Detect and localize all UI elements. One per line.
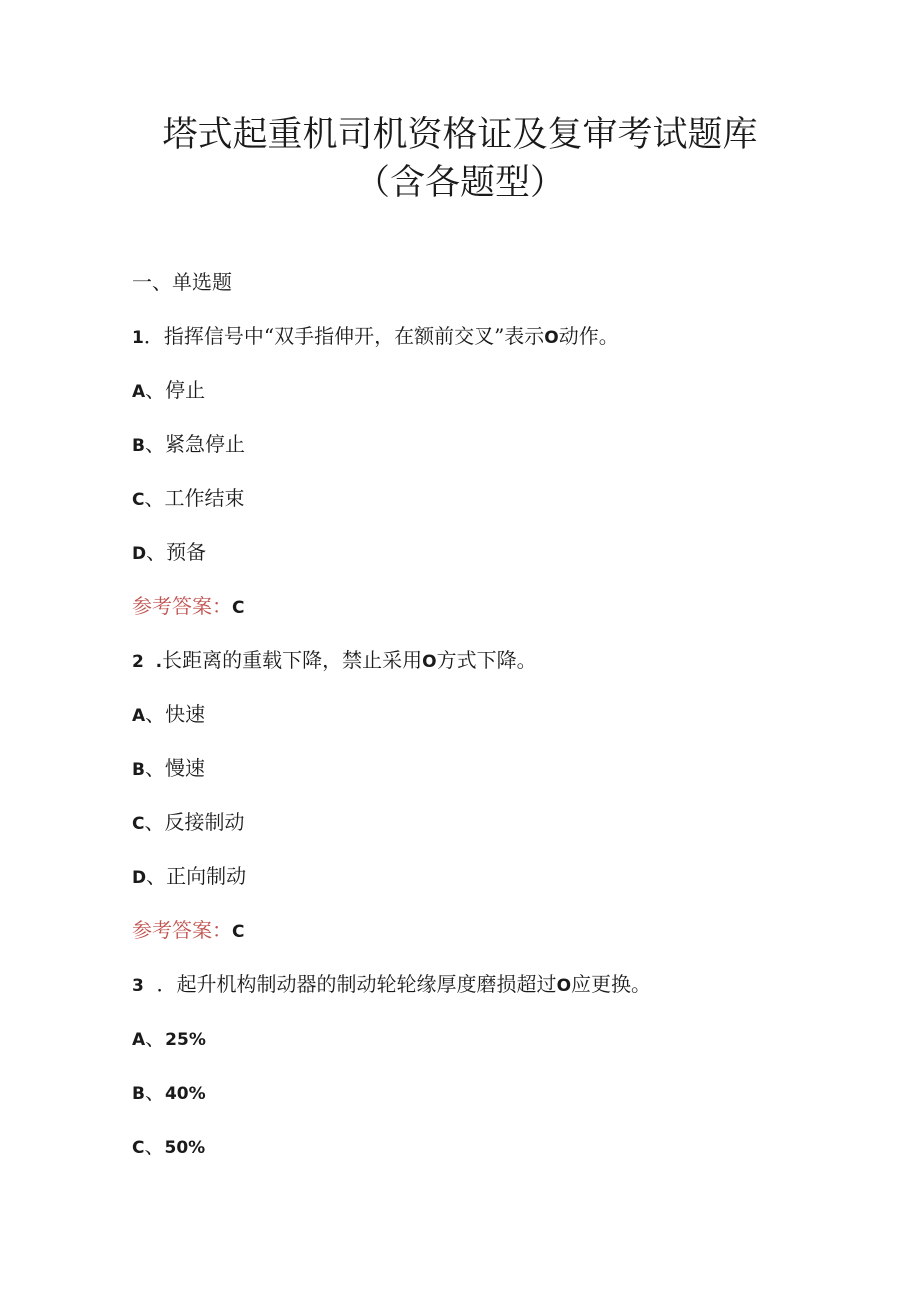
option-sep: 、	[144, 432, 165, 456]
question-3-text-before: 起升机构制动器的制动轮轮缘厚度磨损超过	[176, 972, 557, 996]
option-letter: C	[132, 1138, 145, 1158]
question-2-text-before: 长距离的重载下降，禁止采用	[162, 648, 423, 672]
option-letter: A	[132, 706, 146, 726]
question-1-option-a	[132, 376, 205, 406]
question-2-answer	[132, 916, 244, 946]
option-letter: D	[132, 544, 147, 564]
question-2-option-b	[132, 754, 205, 784]
option-text: 50%	[164, 1138, 206, 1158]
section-heading: 一、单选题	[132, 270, 232, 294]
document-title-line2: （含各题型）	[354, 163, 565, 203]
question-2-option-c	[132, 808, 244, 838]
option-sep: 、	[144, 486, 165, 510]
option-text: 预备	[166, 540, 207, 564]
option-text: 停止	[165, 378, 206, 402]
option-text: 紧急停止	[164, 432, 245, 456]
question-1-blank: O	[544, 328, 559, 348]
question-2-sep: .	[143, 652, 163, 672]
option-sep: 、	[144, 810, 165, 834]
option-letter: C	[132, 490, 145, 510]
option-letter: B	[132, 436, 145, 456]
question-3-stem	[132, 970, 651, 1000]
option-text: 反接制动	[164, 810, 245, 834]
option-text: 25%	[165, 1030, 206, 1050]
question-3-option-c	[132, 1132, 205, 1162]
option-text: 正向制动	[166, 864, 247, 888]
option-letter: A	[132, 1030, 146, 1050]
question-1-option-c	[132, 484, 244, 514]
answer-value: C	[232, 922, 245, 942]
question-2-number: 2	[132, 652, 144, 672]
option-sep: 、	[144, 1134, 165, 1158]
question-1-sep: ．	[143, 324, 164, 348]
question-3-text-after: 应更换。	[571, 972, 652, 996]
question-3-sep: ．	[143, 972, 177, 996]
question-3-option-b	[132, 1078, 206, 1108]
option-sep: 、	[146, 540, 167, 564]
question-3-blank: O	[556, 976, 572, 996]
answer-label: 参考答案：	[132, 594, 232, 618]
question-2-option-a	[132, 700, 205, 730]
option-letter: D	[132, 868, 147, 888]
question-1-text-before: 指挥信号中“双手指伸开，在额前交叉”表示	[163, 324, 545, 348]
option-text: 工作结束	[164, 486, 245, 510]
option-sep: 、	[145, 702, 166, 726]
option-letter: B	[132, 760, 145, 780]
question-2-stem	[132, 646, 537, 676]
question-1-stem	[132, 322, 619, 352]
question-1-number: 1	[132, 328, 144, 348]
option-sep: 、	[144, 1080, 165, 1104]
option-text: 慢速	[164, 756, 205, 780]
answer-label: 参考答案：	[132, 918, 232, 942]
option-sep: 、	[146, 864, 167, 888]
question-1-option-b	[132, 430, 245, 460]
question-3-number: 3	[132, 976, 144, 996]
option-letter: A	[132, 382, 146, 402]
option-text: 40%	[164, 1084, 206, 1104]
question-1-text-after: 动作。	[558, 324, 619, 348]
question-2-blank: O	[422, 652, 437, 672]
option-letter: B	[132, 1084, 145, 1104]
document-title-line1: 塔式起重机司机资格证及复审考试题库	[162, 115, 758, 155]
answer-value: C	[232, 598, 245, 618]
option-sep: 、	[144, 756, 165, 780]
option-text: 快速	[165, 702, 206, 726]
question-2-text-after: 方式下降。	[436, 648, 537, 672]
option-sep: 、	[145, 1026, 166, 1050]
question-2-option-d	[132, 862, 246, 892]
option-sep: 、	[145, 378, 166, 402]
question-1-answer	[132, 592, 244, 622]
question-3-option-a	[132, 1024, 206, 1054]
question-1-option-d	[132, 538, 206, 568]
option-letter: C	[132, 814, 145, 834]
